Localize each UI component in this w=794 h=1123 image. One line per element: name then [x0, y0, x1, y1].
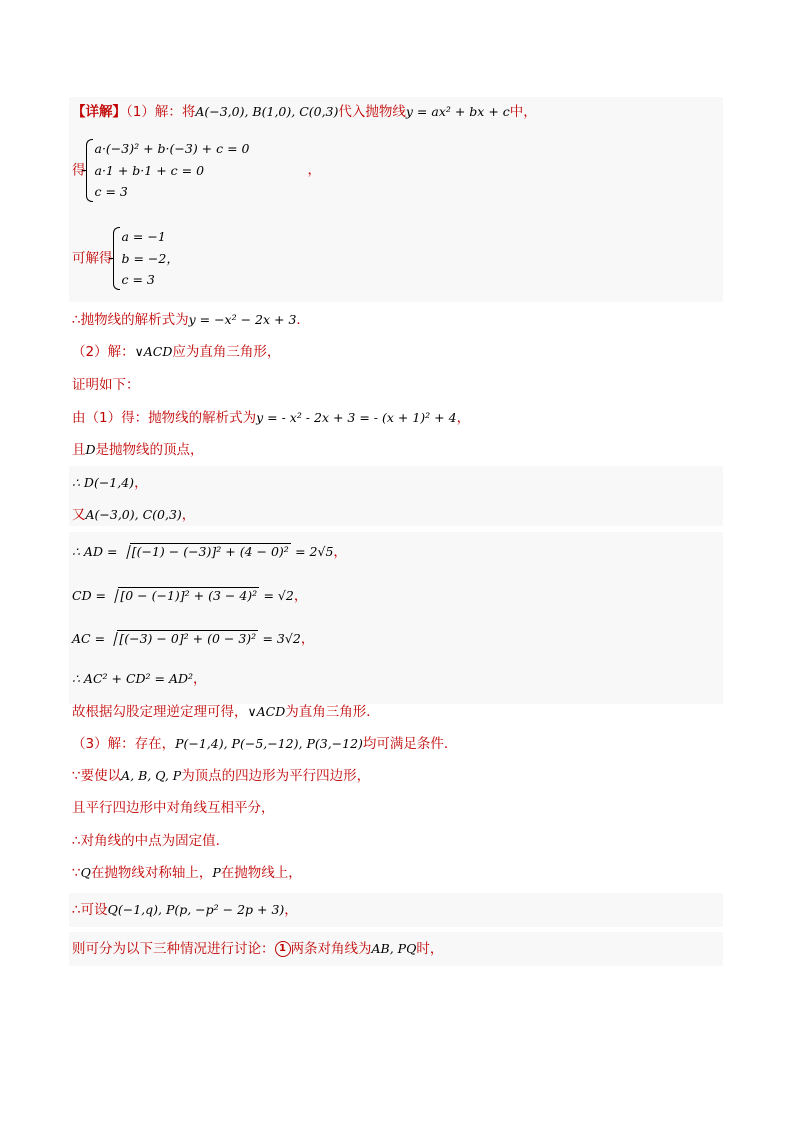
conclusion-line: 故根据勾股定理逆定理可得，∨ACD为直角三角形． — [72, 704, 380, 720]
part2-line: （2）解：∨ACD应为直角三角形， — [72, 344, 281, 360]
pythagoras-line: ∴ AC² + CD² = AD²， — [72, 671, 207, 687]
cd-length-line: CD = [0 − (−1)]² + (3 − 4)² = √2， — [72, 588, 308, 604]
vertex-form-expression: y = - x² - 2x + 3 = - (x + 1)² + 4 — [256, 410, 457, 425]
vertex-line: 且D是抛物线的顶点， — [72, 442, 204, 458]
parabola-general: y = ax² + bx + c — [405, 104, 510, 119]
sqrt-ac: [(−3) − 0]² + (0 − 3)² — [109, 630, 258, 648]
points-ac-line: 又A(−3,0), C(0,3)， — [72, 507, 196, 523]
intro-line: 【详解】（1）解：将A(−3,0), B(1,0), C(0,3)代入抛物线y = ax² + bx + c中， — [72, 104, 537, 120]
sqrt-cd: [0 − (−1)]² + (3 − 4)² — [110, 587, 259, 605]
sqrt-ad: [(−1) − (−3)]² + (4 − 0)² — [122, 543, 291, 561]
system-1-line: 得 a·(−3)² + b·(−3) + c = 0 a·1 + b·1 + c = 0 c = 3 ， — [72, 138, 321, 203]
proof-line: 证明如下： — [72, 377, 140, 393]
parallelogram-line: ∵要使以A, B, Q, P为顶点的四边形为平行四边形， — [72, 768, 371, 784]
ad-length-line: ∴ AD = [(−1) − (−3)]² + (4 − 0)² = 2√5， — [72, 544, 347, 560]
q-p-line: ∵Q在抛物线对称轴上，P在抛物线上， — [72, 865, 302, 881]
cases-line: 则可分为以下三种情况进行讨论： 1 两条对角线为AB, PQ时， — [72, 941, 444, 957]
equation-system-1: a·(−3)² + b·(−3) + c = 0 a·1 + b·1 + c = 0 c = 3 — [86, 138, 250, 203]
expression-line: ∴抛物线的解析式为y = −x² − 2x + 3． — [72, 312, 310, 328]
set-coordinates-line: ∴可设Q(−1,q), P(p, −p² − 2p + 3)， — [72, 902, 298, 918]
ac-length-line: AC = [(−3) − 0]² + (0 − 3)² = 3√2， — [72, 631, 315, 647]
system-2-line: 可解得 a = −1 b = −2， c = 3 — [72, 226, 179, 291]
bisect-line: 且平行四边形中对角线互相平分， — [72, 800, 275, 816]
vertex-form-line: 由（1）得：抛物线的解析式为y = - x² - 2x + 3 = - (x + 1)² + 4， — [72, 410, 471, 426]
circled-number-icon: 1 — [275, 941, 291, 957]
parabola-expression: y = −x² − 2x + 3 — [188, 312, 297, 327]
points-abc: A(−3,0), B(1,0), C(0,3) — [195, 104, 339, 119]
midpoint-line: ∴对角线的中点为固定值． — [72, 833, 230, 849]
part3-line: （3）解：存在，P(−1,4), P(−5,−12), P(3,−12)均可满足条件． — [72, 736, 458, 752]
heading: 【详解】 — [72, 104, 126, 120]
point-d-line: ∴ D(−1,4)， — [72, 475, 148, 491]
equation-system-2: a = −1 b = −2， c = 3 — [113, 226, 179, 291]
